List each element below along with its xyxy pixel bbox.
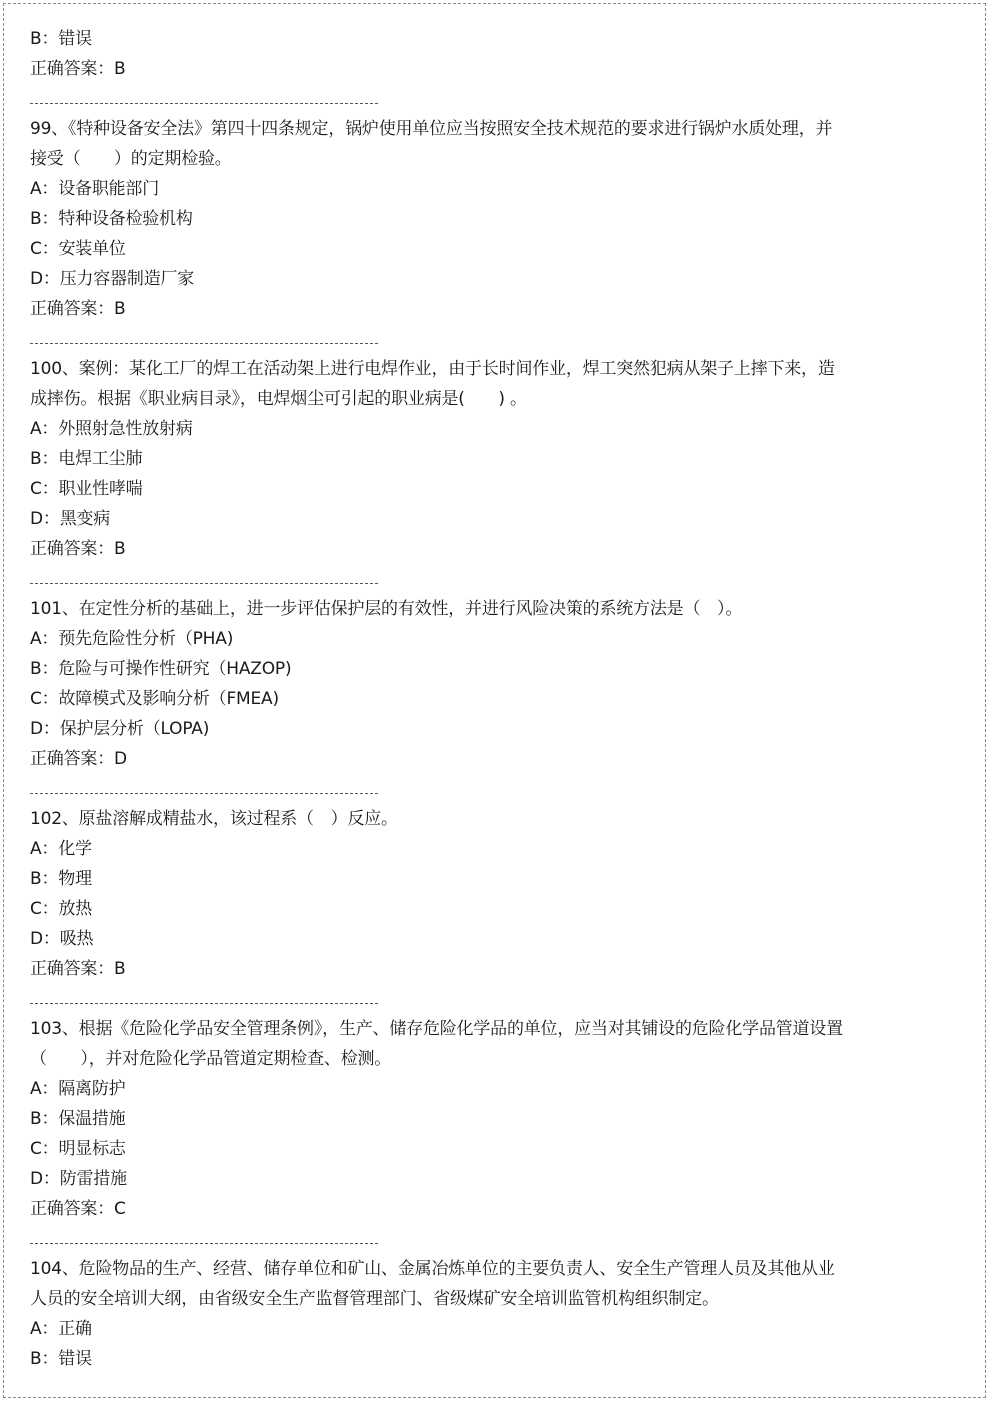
dashed-separator	[30, 774, 890, 804]
option-a: A：正确	[30, 1319, 92, 1339]
option-d: D：防雷措施	[30, 1169, 127, 1189]
option-c: C：放热	[30, 899, 93, 919]
correct-answer: 正确答案：B	[30, 59, 126, 79]
question-101-text: 101、在定性分析的基础上，进一步评估保护层的有效性，并进行风险决策的系统方法是（ ）。	[30, 599, 743, 619]
correct-answer: 正确答案：D	[30, 749, 127, 769]
question-list	[30, 24, 890, 1374]
correct-answer: 正确答案：B	[30, 959, 126, 979]
question-103-text-cont: （ ），并对危险化学品管道定期检查、检测。	[30, 1049, 392, 1069]
option-b: B：物理	[30, 869, 92, 889]
dashed-separator	[30, 1224, 890, 1254]
option-c: C：明显标志	[30, 1139, 126, 1159]
option-a: A：外照射急性放射病	[30, 419, 193, 439]
question-99-text-cont: 接受（ ）的定期检验。	[30, 149, 232, 169]
dashed-separator	[30, 984, 890, 1014]
option-b: B：特种设备检验机构	[30, 209, 193, 229]
dashed-separator	[30, 84, 890, 114]
option-c: C：安装单位	[30, 239, 126, 259]
option-a: A：设备职能部门	[30, 179, 160, 199]
correct-answer: 正确答案：C	[30, 1199, 126, 1219]
option-b: B：电焊工尘肺	[30, 449, 143, 469]
option-a: A：预先危险性分析（PHA)	[30, 629, 234, 649]
option-b: B：保温措施	[30, 1109, 126, 1129]
option-b: B：错误	[30, 1349, 92, 1369]
option-d: D：保护层分析（LOPA)	[30, 719, 210, 739]
option-d: D：吸热	[30, 929, 94, 949]
question-104-text: 104、危险物品的生产、经营、储存单位和矿山、金属冶炼单位的主要负责人、安全生产管理人员及其他从业	[30, 1259, 835, 1279]
question-104-text-cont: 人员的安全培训大纲，由省级安全生产监督管理部门、省级煤矿安全培训监管机构组织制定。	[30, 1289, 719, 1309]
option-a: A：隔离防护	[30, 1079, 126, 1099]
option-a: A：化学	[30, 839, 92, 859]
correct-answer: 正确答案：B	[30, 299, 126, 319]
option-c: C：故障模式及影响分析（FMEA)	[30, 689, 279, 709]
question-100-text: 100、案例：某化工厂的焊工在活动架上进行电焊作业，由于长时间作业，焊工突然犯病从架子上摔下来，造	[30, 359, 835, 379]
question-100-text-cont: 成摔伤。根据《职业病目录》，电焊烟尘可引起的职业病是( ) 。	[30, 389, 527, 409]
question-99-text: 99、《特种设备安全法》第四十四条规定，锅炉使用单位应当按照安全技术规范的要求进行锅炉水质处理，并	[30, 119, 833, 139]
option-b: B：危险与可操作性研究（HAZOP)	[30, 659, 292, 679]
option-c: C：职业性哮喘	[30, 479, 143, 499]
question-103-text: 103、根据《危险化学品安全管理条例》，生产、储存危险化学品的单位，应当对其铺设的危险化学品管道设置	[30, 1019, 843, 1039]
dashed-separator	[30, 564, 890, 594]
option-b: B：错误	[30, 29, 92, 49]
question-102-text: 102、原盐溶解成精盐水，该过程系（ ）反应。	[30, 809, 398, 829]
dashed-separator	[30, 324, 890, 354]
correct-answer: 正确答案：B	[30, 539, 126, 559]
option-d: D：压力容器制造厂家	[30, 269, 195, 289]
option-d: D：黑变病	[30, 509, 111, 529]
